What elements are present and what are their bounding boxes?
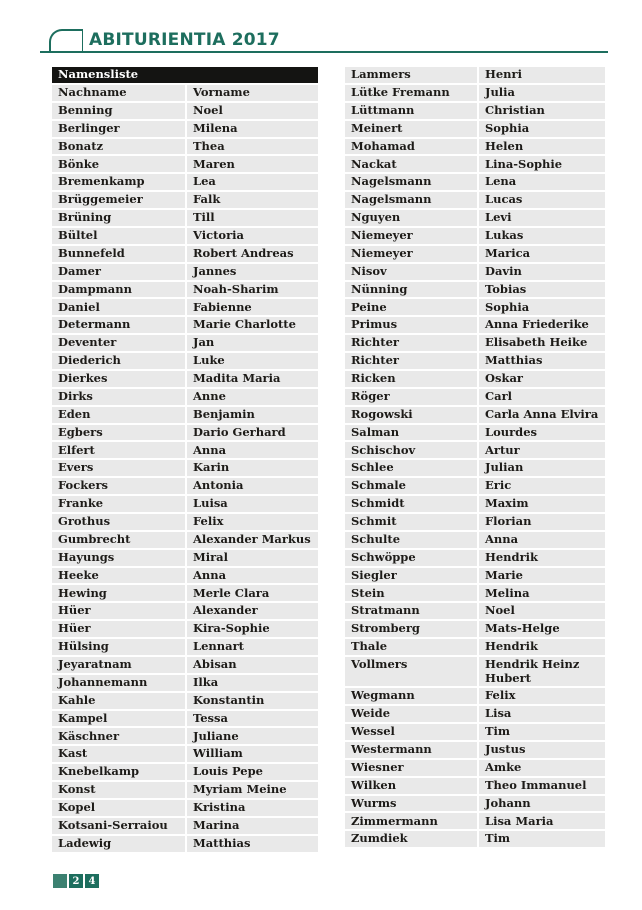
lastname-cell: Konst <box>52 782 185 798</box>
firstname-cell: Kira-Sophie <box>187 621 318 637</box>
table-row <box>52 675 318 691</box>
table-row <box>345 478 605 494</box>
table-row <box>345 778 605 794</box>
lastname-cell: Käschner <box>52 728 185 744</box>
firstname-cell: Robert Andreas <box>187 246 318 262</box>
table-row <box>52 603 318 619</box>
table-row <box>52 693 318 709</box>
table-row <box>52 317 318 333</box>
lastname-cell: Peine <box>345 299 477 315</box>
table-row <box>52 764 318 780</box>
lastname-cell: Niemeyer <box>345 246 477 262</box>
table-row <box>52 621 318 637</box>
firstname-cell: Eric <box>479 478 605 494</box>
lastname-cell: Nisov <box>345 264 477 280</box>
lastname-cell: Wurms <box>345 796 477 812</box>
firstname-cell: Mats-Helge <box>479 621 605 637</box>
lastname-cell: Ricken <box>345 371 477 387</box>
table-row <box>52 174 318 190</box>
page-number-digit: 4 <box>85 874 99 888</box>
table-row <box>345 688 605 704</box>
table-row <box>345 335 605 351</box>
firstname-cell: Abisan <box>187 657 318 673</box>
table-row <box>345 139 605 155</box>
table-row <box>52 156 318 172</box>
table-row <box>345 657 605 686</box>
firstname-cell: Felix <box>479 688 605 704</box>
table-row <box>345 282 605 298</box>
lastname-cell: Primus <box>345 317 477 333</box>
lastname-cell: Knebelkamp <box>52 764 185 780</box>
table-row <box>345 496 605 512</box>
lastname-cell: Daniel <box>52 299 185 315</box>
lastname-cell: Nguyen <box>345 210 477 226</box>
firstname-cell: Lina-Sophie <box>479 156 605 172</box>
lastname-cell: Grothus <box>52 514 185 530</box>
lastname-cell: Niemeyer <box>345 228 477 244</box>
firstname-cell: Lourdes <box>479 425 605 441</box>
table-row <box>52 514 318 530</box>
lastname-cell: Bonatz <box>52 139 185 155</box>
table-row <box>52 532 318 548</box>
firstname-cell: Till <box>187 210 318 226</box>
lastname-cell: Stein <box>345 585 477 601</box>
lastname-cell: Jeyaratnam <box>52 657 185 673</box>
table-row <box>52 746 318 762</box>
firstname-cell: Lisa Maria <box>479 813 605 829</box>
table-row <box>345 442 605 458</box>
table-row <box>52 228 318 244</box>
firstname-cell: Lukas <box>479 228 605 244</box>
table-row <box>345 299 605 315</box>
table-row <box>345 67 605 83</box>
firstname-cell: Amke <box>479 760 605 776</box>
table-row <box>345 192 605 208</box>
lastname-cell: Fockers <box>52 478 185 494</box>
firstname-cell: Victoria <box>187 228 318 244</box>
page-number-digit: 2 <box>69 874 83 888</box>
table-row <box>345 246 605 262</box>
lastname-cell: Dierkes <box>52 371 185 387</box>
lastname-cell: Hüer <box>52 603 185 619</box>
firstname-cell: Helen <box>479 139 605 155</box>
lastname-cell: Rogowski <box>345 407 477 423</box>
lastname-cell: Damer <box>52 264 185 280</box>
firstname-cell: Thea <box>187 139 318 155</box>
lastname-cell: Dirks <box>52 389 185 405</box>
lastname-cell: Hayungs <box>52 550 185 566</box>
lastname-cell: Nagelsmann <box>345 174 477 190</box>
lastname-cell: Meinert <box>345 121 477 137</box>
firstname-cell: Anna <box>479 532 605 548</box>
firstname-cell: Hendrik <box>479 639 605 655</box>
table-row <box>52 550 318 566</box>
table-row <box>52 210 318 226</box>
name-table-right <box>345 67 605 849</box>
firstname-cell: Tessa <box>187 711 318 727</box>
firstname-cell: Milena <box>187 121 318 137</box>
firstname-cell: Ilka <box>187 675 318 691</box>
table-row <box>52 728 318 744</box>
lastname-cell: Vollmers <box>345 657 477 686</box>
table-row <box>52 496 318 512</box>
lastname-cell: Nagelsmann <box>345 192 477 208</box>
firstname-cell: Dario Gerhard <box>187 425 318 441</box>
lastname-cell: Siegler <box>345 568 477 584</box>
table-row <box>52 139 318 155</box>
table-row <box>345 796 605 812</box>
lastname-cell: Evers <box>52 460 185 476</box>
table-row <box>345 568 605 584</box>
lastname-cell: Lüttmann <box>345 103 477 119</box>
table-row <box>52 478 318 494</box>
page-title: ABITURIENTIA 2017 <box>89 30 280 50</box>
lastname-cell: Diederich <box>52 353 185 369</box>
lastname-cell: Zimmermann <box>345 813 477 829</box>
page-number-ornament <box>53 874 67 888</box>
firstname-cell: Kristina <box>187 800 318 816</box>
lastname-cell: Westermann <box>345 742 477 758</box>
lastname-cell: Brüning <box>52 210 185 226</box>
lastname-cell: Thale <box>345 639 477 655</box>
lastname-cell: Hüer <box>52 621 185 637</box>
firstname-cell: Henri <box>479 67 605 83</box>
firstname-cell: Miral <box>187 550 318 566</box>
lastname-cell: Weide <box>345 706 477 722</box>
lastname-cell: Stromberg <box>345 621 477 637</box>
table-row <box>52 192 318 208</box>
firstname-cell: Falk <box>187 192 318 208</box>
table-row <box>52 711 318 727</box>
table-row <box>52 425 318 441</box>
firstname-cell: Noah-Sharim <box>187 282 318 298</box>
firstname-cell: Noel <box>187 103 318 119</box>
table-row <box>52 335 318 351</box>
firstname-cell: Matthias <box>479 353 605 369</box>
table-row <box>52 264 318 280</box>
table-row <box>52 353 318 369</box>
lastname-cell: Johannemann <box>52 675 185 691</box>
lastname-cell: Kotsani-Serraiou <box>52 818 185 834</box>
firstname-cell: Davin <box>479 264 605 280</box>
lastname-cell: Schmidt <box>345 496 477 512</box>
lastname-cell: Lammers <box>345 67 477 83</box>
table-row <box>52 371 318 387</box>
lastname-cell: Kahle <box>52 693 185 709</box>
lastname-cell: Schmale <box>345 478 477 494</box>
table-row <box>52 800 318 816</box>
firstname-cell: Lea <box>187 174 318 190</box>
firstname-cell: Carla Anna Elvira <box>479 407 605 423</box>
firstname-cell: Maren <box>187 156 318 172</box>
lastname-cell: Franke <box>52 496 185 512</box>
firstname-cell: Luke <box>187 353 318 369</box>
table-row <box>345 532 605 548</box>
table-row <box>345 760 605 776</box>
firstname-cell: Sophia <box>479 121 605 137</box>
table-row <box>345 103 605 119</box>
firstname-cell: Tim <box>479 724 605 740</box>
page-number <box>53 874 99 888</box>
lastname-cell: Bremenkamp <box>52 174 185 190</box>
table-row <box>52 585 318 601</box>
lastname-cell: Bültel <box>52 228 185 244</box>
table-row <box>345 85 605 101</box>
lastname-cell: Schwöppe <box>345 550 477 566</box>
table-row <box>345 317 605 333</box>
lastname-cell: Kast <box>52 746 185 762</box>
lastname-cell: Elfert <box>52 442 185 458</box>
firstname-cell: Anna Friederike <box>479 317 605 333</box>
firstname-cell: Noel <box>479 603 605 619</box>
lastname-cell: Mohamad <box>345 139 477 155</box>
firstname-cell: Jan <box>187 335 318 351</box>
lastname-cell: Kopel <box>52 800 185 816</box>
lastname-cell: Salman <box>345 425 477 441</box>
tab-ornament-icon <box>49 29 83 53</box>
lastname-cell: Nünning <box>345 282 477 298</box>
left-rows-container <box>52 103 318 852</box>
firstname-cell: Jannes <box>187 264 318 280</box>
table-row <box>345 831 605 847</box>
lastname-cell: Egbers <box>52 425 185 441</box>
firstname-cell: Marie Charlotte <box>187 317 318 333</box>
table-row <box>345 156 605 172</box>
table-header-row <box>52 85 318 101</box>
firstname-cell: Julia <box>479 85 605 101</box>
lastname-column-header: Nachname <box>52 85 185 101</box>
table-row <box>52 246 318 262</box>
table-row <box>345 389 605 405</box>
table-row <box>52 782 318 798</box>
table-row <box>345 585 605 601</box>
table-row <box>52 568 318 584</box>
header-rule <box>40 51 608 53</box>
firstname-cell: Anna <box>187 442 318 458</box>
firstname-cell: Felix <box>187 514 318 530</box>
firstname-cell: Fabienne <box>187 299 318 315</box>
firstname-cell: Alexander <box>187 603 318 619</box>
firstname-cell: Madita Maria <box>187 371 318 387</box>
table-row <box>345 621 605 637</box>
table-row <box>345 724 605 740</box>
table-row <box>345 425 605 441</box>
table-row <box>345 742 605 758</box>
firstname-cell: Juliane <box>187 728 318 744</box>
lastname-cell: Ladewig <box>52 836 185 852</box>
table-row <box>52 282 318 298</box>
table-row <box>345 210 605 226</box>
table-row <box>345 550 605 566</box>
firstname-cell: Theo Immanuel <box>479 778 605 794</box>
table-row <box>52 836 318 852</box>
firstname-cell: Elisabeth Heike <box>479 335 605 351</box>
firstname-cell: Lennart <box>187 639 318 655</box>
firstname-cell: Johann <box>479 796 605 812</box>
firstname-cell: Melina <box>479 585 605 601</box>
table-row <box>52 103 318 119</box>
lastname-cell: Determann <box>52 317 185 333</box>
firstname-cell: Tobias <box>479 282 605 298</box>
table-row <box>52 639 318 655</box>
lastname-cell: Röger <box>345 389 477 405</box>
lastname-cell: Schulte <box>345 532 477 548</box>
lastname-cell: Wilken <box>345 778 477 794</box>
firstname-cell: Matthias <box>187 836 318 852</box>
lastname-cell: Eden <box>52 407 185 423</box>
firstname-cell: Justus <box>479 742 605 758</box>
firstname-cell: Maxim <box>479 496 605 512</box>
firstname-cell: Artur <box>479 442 605 458</box>
table-row <box>345 228 605 244</box>
firstname-cell: Konstantin <box>187 693 318 709</box>
lastname-cell: Berlinger <box>52 121 185 137</box>
firstname-cell: Sophia <box>479 299 605 315</box>
firstname-cell: Merle Clara <box>187 585 318 601</box>
table-row <box>345 460 605 476</box>
firstname-cell: Christian <box>479 103 605 119</box>
firstname-cell: William <box>187 746 318 762</box>
table-row <box>52 657 318 673</box>
table-row <box>52 818 318 834</box>
right-rows-container <box>345 67 605 847</box>
lastname-cell: Richter <box>345 335 477 351</box>
lastname-cell: Dampmann <box>52 282 185 298</box>
firstname-cell: Alexander Markus <box>187 532 318 548</box>
table-title: Namensliste <box>52 67 318 83</box>
lastname-cell: Schischov <box>345 442 477 458</box>
lastname-cell: Nackat <box>345 156 477 172</box>
table-row <box>52 299 318 315</box>
firstname-cell: Marina <box>187 818 318 834</box>
table-row <box>52 121 318 137</box>
firstname-cell: Florian <box>479 514 605 530</box>
firstname-cell: Lisa <box>479 706 605 722</box>
table-row <box>345 514 605 530</box>
table-row <box>345 407 605 423</box>
lastname-cell: Benning <box>52 103 185 119</box>
lastname-cell: Stratmann <box>345 603 477 619</box>
table-row <box>345 371 605 387</box>
firstname-cell: Hendrik Heinz Hubert <box>479 657 605 686</box>
firstname-cell: Louis Pepe <box>187 764 318 780</box>
lastname-cell: Hülsing <box>52 639 185 655</box>
lastname-cell: Wiesner <box>345 760 477 776</box>
lastname-cell: Wegmann <box>345 688 477 704</box>
lastname-cell: Schlee <box>345 460 477 476</box>
firstname-cell: Hendrik <box>479 550 605 566</box>
lastname-cell: Zumdiek <box>345 831 477 847</box>
table-row <box>345 174 605 190</box>
lastname-cell: Schmit <box>345 514 477 530</box>
firstname-cell: Tim <box>479 831 605 847</box>
table-row <box>52 407 318 423</box>
lastname-cell: Hewing <box>52 585 185 601</box>
lastname-cell: Brüggemeier <box>52 192 185 208</box>
firstname-cell: Lucas <box>479 192 605 208</box>
firstname-cell: Karin <box>187 460 318 476</box>
lastname-cell: Wessel <box>345 724 477 740</box>
lastname-cell: Deventer <box>52 335 185 351</box>
firstname-cell: Anna <box>187 568 318 584</box>
lastname-cell: Heeke <box>52 568 185 584</box>
name-table-left <box>52 67 318 854</box>
table-row <box>345 706 605 722</box>
firstname-cell: Carl <box>479 389 605 405</box>
table-row <box>52 442 318 458</box>
lastname-cell: Gumbrecht <box>52 532 185 548</box>
firstname-cell: Antonia <box>187 478 318 494</box>
firstname-cell: Myriam Meine <box>187 782 318 798</box>
firstname-column-header: Vorname <box>187 85 318 101</box>
firstname-cell: Levi <box>479 210 605 226</box>
table-row <box>345 264 605 280</box>
table-row <box>345 603 605 619</box>
firstname-cell: Marica <box>479 246 605 262</box>
lastname-cell: Kampel <box>52 711 185 727</box>
lastname-cell: Bönke <box>52 156 185 172</box>
table-row <box>345 639 605 655</box>
table-row <box>345 121 605 137</box>
table-row <box>52 389 318 405</box>
firstname-cell: Benjamin <box>187 407 318 423</box>
lastname-cell: Richter <box>345 353 477 369</box>
table-row <box>345 353 605 369</box>
firstname-cell: Julian <box>479 460 605 476</box>
firstname-cell: Oskar <box>479 371 605 387</box>
lastname-cell: Lütke Fremann <box>345 85 477 101</box>
lastname-cell: Bunnefeld <box>52 246 185 262</box>
table-row <box>52 460 318 476</box>
table-row <box>345 813 605 829</box>
firstname-cell: Anne <box>187 389 318 405</box>
firstname-cell: Marie <box>479 568 605 584</box>
firstname-cell: Luisa <box>187 496 318 512</box>
firstname-cell: Lena <box>479 174 605 190</box>
